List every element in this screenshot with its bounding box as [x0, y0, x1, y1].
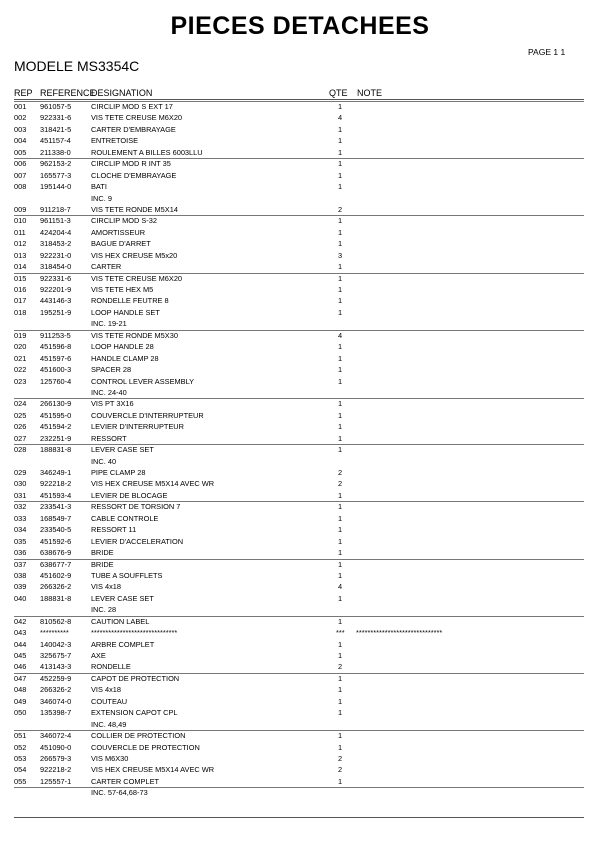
rep-cell: 024	[14, 399, 27, 409]
table-row	[0, 158, 600, 169]
reference-cell: 266326-2	[40, 582, 72, 592]
table-row	[0, 547, 600, 558]
reference-cell: 922331-6	[40, 113, 72, 123]
rep-cell: 049	[14, 696, 27, 706]
designation-cell: COLLIER DE PROTECTION	[91, 731, 186, 741]
table-row	[0, 341, 600, 352]
table-row	[0, 261, 600, 272]
designation-cell: BAGUE D'ARRET	[91, 239, 151, 249]
qte-cell: 4	[337, 113, 343, 123]
reference-cell: 232251-9	[40, 433, 72, 443]
table-row	[0, 673, 600, 684]
rep-cell: 020	[14, 342, 27, 352]
table-row	[0, 135, 600, 146]
qte-cell: 1	[337, 651, 343, 660]
qte-cell: 1	[337, 525, 343, 535]
qte-cell: 3	[337, 250, 343, 260]
table-row	[0, 204, 600, 215]
designation-cell: INC. 24-40	[91, 387, 127, 397]
qte-cell: 1	[337, 559, 343, 569]
reference-cell: 195251-9	[40, 307, 72, 317]
rep-cell: 004	[14, 136, 27, 146]
qte-cell: 1	[337, 159, 343, 169]
designation-cell: INC. 48,49	[91, 719, 127, 729]
designation-cell: CARTER	[91, 262, 122, 272]
reference-cell: 451592-6	[40, 536, 72, 546]
rep-cell: 008	[14, 182, 27, 192]
designation-cell: VIS HEX CREUSE M5X14 AVEC WR	[91, 765, 215, 775]
rep-cell: 047	[14, 673, 27, 683]
reference-cell: 922201-9	[40, 285, 72, 294]
qte-cell: 1	[337, 285, 343, 294]
table-row	[0, 215, 600, 226]
rep-cell: 031	[14, 490, 27, 500]
reference-cell: 346072-4	[40, 731, 72, 741]
table-row	[0, 433, 600, 444]
reference-cell: 211338-0	[40, 147, 71, 157]
table-row	[0, 444, 600, 455]
designation-cell: RONDELLE FEUTRE 8	[91, 296, 169, 306]
designation-cell: CARTER D'EMBRAYAGE	[91, 124, 176, 134]
reference-cell: 451597-6	[40, 353, 72, 363]
page-title: PIECES DETACHEES	[170, 12, 430, 40]
inclusion-note-row	[0, 456, 600, 467]
designation-cell: VIS TETE RONDE M5X30	[91, 330, 178, 340]
reference-cell: 195144-0	[40, 182, 72, 192]
rep-cell: 009	[14, 204, 27, 214]
rep-cell: 022	[14, 365, 27, 375]
designation-cell: ARBRE COMPLET	[91, 639, 155, 649]
designation-cell: SPACER 28	[91, 365, 132, 375]
reference-cell: 413143-3	[40, 662, 72, 672]
rep-cell: 001	[14, 102, 27, 111]
qte-cell: 1	[337, 376, 343, 386]
inclusion-note-row	[0, 318, 600, 329]
designation-cell: ******************************	[91, 628, 178, 638]
qte-cell: 1	[337, 502, 343, 512]
rep-cell: 005	[14, 147, 27, 157]
qte-cell: 4	[337, 582, 343, 592]
rep-cell: 017	[14, 296, 27, 306]
table-row	[0, 124, 600, 135]
table-row	[0, 661, 600, 672]
designation-cell: LOOP HANDLE 28	[91, 342, 154, 352]
reference-cell: 451594-2	[40, 422, 72, 432]
rep-cell: 048	[14, 685, 27, 695]
table-row	[0, 753, 600, 764]
designation-cell: ENTRETOISE	[91, 136, 139, 146]
rep-cell: 012	[14, 239, 27, 249]
reference-cell: 125760-4	[40, 376, 72, 386]
reference-cell: 961057-5	[40, 102, 72, 111]
qte-cell: ***	[336, 628, 345, 638]
designation-cell: RESSORT 11	[91, 525, 137, 535]
qte-cell: 2	[337, 479, 343, 489]
rep-cell: 021	[14, 353, 27, 363]
qte-cell: 1	[337, 136, 343, 146]
qte-cell: 1	[337, 490, 343, 500]
reference-cell: 451157-4	[40, 136, 71, 146]
rep-cell: 029	[14, 468, 27, 477]
table-row	[0, 501, 600, 512]
designation-cell: PIPE CLAMP 28	[91, 468, 146, 477]
table-row	[0, 376, 600, 387]
table-row	[0, 250, 600, 261]
reference-cell: 443146-3	[40, 296, 72, 306]
inclusion-note-row	[0, 604, 600, 615]
col-header-designation: DESIGNATION	[91, 88, 153, 98]
table-row	[0, 696, 600, 707]
rep-cell: 039	[14, 582, 27, 592]
designation-cell: VIS PT 3X16	[91, 399, 134, 409]
reference-cell: 168549-7	[40, 513, 72, 523]
col-header-qte: QTE	[329, 88, 348, 98]
table-row	[0, 410, 600, 421]
table-row	[0, 627, 600, 638]
qte-cell: 1	[337, 273, 343, 283]
qte-cell: 1	[337, 307, 343, 317]
rep-cell: 003	[14, 124, 27, 134]
header-divider	[14, 99, 584, 100]
qte-cell: 1	[337, 147, 343, 157]
table-row	[0, 101, 600, 112]
reference-cell: 188831-8	[40, 593, 72, 603]
parts-table	[0, 101, 600, 799]
reference-cell: 346249-1	[40, 468, 72, 477]
qte-cell: 1	[337, 399, 343, 409]
designation-cell: LEVIER D'INTERRUPTEUR	[91, 422, 184, 432]
qte-cell: 1	[337, 227, 343, 237]
qte-cell: 1	[337, 673, 343, 683]
qte-cell: 1	[337, 296, 343, 306]
qte-cell: 1	[337, 422, 343, 432]
designation-cell: LEVER CASE SET	[91, 593, 154, 603]
qte-cell: 1	[337, 182, 343, 192]
reference-cell: 424204-4	[40, 227, 72, 237]
rep-cell: 027	[14, 433, 27, 443]
rep-cell: 044	[14, 639, 27, 649]
reference-cell: 911218-7	[40, 204, 71, 214]
designation-cell: RESSORT	[91, 433, 127, 443]
table-row	[0, 307, 600, 318]
rep-cell: 040	[14, 593, 27, 603]
designation-cell: INC. 9	[91, 193, 112, 203]
reference-cell: 638676-9	[40, 548, 72, 558]
reference-cell: 810562-8	[40, 616, 72, 626]
designation-cell: VIS HEX CREUSE M5X14 AVEC WR	[91, 479, 215, 489]
qte-cell: 1	[337, 570, 343, 580]
rep-cell: 052	[14, 742, 27, 752]
designation-cell: VIS 4x18	[91, 685, 121, 695]
rep-cell: 016	[14, 285, 27, 294]
qte-cell: 2	[337, 204, 343, 214]
rep-cell: 026	[14, 422, 27, 432]
col-header-reference: REFERENCE	[40, 88, 96, 98]
table-row	[0, 227, 600, 238]
rep-cell: 045	[14, 651, 27, 660]
model-name: MODELE MS3354C	[14, 58, 140, 74]
table-row	[0, 284, 600, 295]
reference-cell: 135398-7	[40, 708, 72, 718]
qte-cell: 1	[337, 170, 343, 180]
table-row	[0, 467, 600, 478]
inclusion-note-row	[0, 719, 600, 730]
designation-cell: CABLE CONTROLE	[91, 513, 159, 523]
table-row	[0, 170, 600, 181]
rep-cell: 033	[14, 513, 27, 523]
table-row	[0, 353, 600, 364]
reference-cell: 188831-8	[40, 445, 72, 455]
qte-cell: 1	[337, 593, 343, 603]
reference-cell: 266130-9	[40, 399, 72, 409]
qte-cell: 1	[337, 639, 343, 649]
qte-cell: 1	[337, 548, 343, 558]
reference-cell: 922231-0	[40, 250, 72, 260]
designation-cell: VIS HEX CREUSE M5x20	[91, 250, 178, 260]
qte-cell: 1	[337, 262, 343, 272]
rep-cell: 036	[14, 548, 27, 558]
rep-cell: 028	[14, 445, 27, 455]
reference-cell: 266326-2	[40, 685, 72, 695]
designation-cell: CAPOT DE PROTECTION	[91, 673, 180, 683]
designation-cell: VIS M6X30	[91, 753, 129, 763]
table-row	[0, 742, 600, 753]
designation-cell: BRIDE	[91, 559, 114, 569]
designation-cell: RONDELLE	[91, 662, 131, 672]
rep-cell: 043	[14, 628, 27, 638]
qte-cell: 2	[337, 468, 343, 477]
rep-cell: 014	[14, 262, 27, 272]
reference-cell: 165577-3	[40, 170, 72, 180]
rep-cell: 015	[14, 273, 27, 283]
designation-cell: INC. 28	[91, 605, 117, 615]
qte-cell: 2	[337, 662, 343, 672]
reference-cell: 318454-0	[40, 262, 72, 272]
reference-cell: 318453-2	[40, 239, 72, 249]
rep-cell: 013	[14, 250, 27, 260]
reference-cell: 922218-2	[40, 765, 72, 775]
rep-cell: 037	[14, 559, 27, 569]
designation-cell: AMORTISSEUR	[91, 227, 146, 237]
rep-cell: 032	[14, 502, 27, 512]
reference-cell: 346074-0	[40, 696, 72, 706]
designation-cell: CONTROL LEVER ASSEMBLY	[91, 376, 195, 386]
table-row	[0, 181, 600, 192]
rep-cell: 053	[14, 753, 27, 763]
reference-cell: 451595-0	[40, 410, 72, 420]
designation-cell: COUTEAU	[91, 696, 128, 706]
rep-cell: 054	[14, 765, 27, 775]
reference-cell: 233541-3	[40, 502, 72, 512]
reference-cell: 922218-2	[40, 479, 72, 489]
table-row	[0, 112, 600, 123]
qte-cell: 1	[337, 365, 343, 375]
table-row	[0, 490, 600, 501]
designation-cell: AXE	[91, 651, 106, 660]
designation-cell: LEVER CASE SET	[91, 445, 154, 455]
rep-cell: 035	[14, 536, 27, 546]
rep-cell: 006	[14, 159, 27, 169]
designation-cell: CIRCLIP MOD S EXT 17	[91, 102, 173, 111]
qte-cell: 1	[337, 708, 343, 718]
reference-cell: 451596-8	[40, 342, 72, 352]
rep-cell: 007	[14, 170, 27, 180]
reference-cell: 125557-1	[40, 776, 72, 786]
designation-cell: INC. 19-21	[91, 319, 127, 329]
reference-cell: 962153-2	[40, 159, 72, 169]
table-row	[0, 776, 600, 787]
reference-cell: 140042-3	[40, 639, 72, 649]
col-header-note: NOTE	[357, 88, 383, 98]
table-row	[0, 295, 600, 306]
reference-cell: 452259-9	[40, 673, 72, 683]
designation-cell: COUVERCLE D'INTERRUPTEUR	[91, 410, 204, 420]
table-row	[0, 684, 600, 695]
qte-cell: 1	[337, 124, 343, 134]
qte-cell: 1	[337, 102, 343, 111]
rep-cell: 019	[14, 330, 27, 340]
inclusion-note-row	[0, 193, 600, 204]
qte-cell: 1	[337, 445, 343, 455]
reference-cell: 638677-7	[40, 559, 72, 569]
reference-cell: 451600-3	[40, 365, 72, 375]
table-row	[0, 536, 600, 547]
designation-cell: CIRCLIP MOD R INT 35	[91, 159, 171, 169]
table-row	[0, 398, 600, 409]
rep-cell: 050	[14, 708, 27, 718]
designation-cell: HANDLE CLAMP 28	[91, 353, 159, 363]
designation-cell: CARTER COMPLET	[91, 776, 160, 786]
designation-cell: VIS TETE CREUSE M6X20	[91, 113, 183, 123]
table-row	[0, 421, 600, 432]
designation-cell: VIS 4x18	[91, 582, 121, 592]
table-row	[0, 513, 600, 524]
designation-cell: CLOCHE D'EMBRAYAGE	[91, 170, 177, 180]
qte-cell: 1	[337, 216, 343, 226]
rep-cell: 046	[14, 662, 27, 672]
reference-cell: 961151-3	[40, 216, 71, 226]
reference-cell: 922331-6	[40, 273, 72, 283]
table-row	[0, 650, 600, 661]
reference-cell: 451090-0	[40, 742, 72, 752]
col-header-rep: REP	[14, 88, 33, 98]
rep-cell: 002	[14, 113, 27, 123]
table-row	[0, 581, 600, 592]
rep-cell: 010	[14, 216, 27, 226]
rep-cell: 038	[14, 570, 27, 580]
qte-cell: 2	[337, 765, 343, 775]
designation-cell: LEVIER D'ACCELERATION	[91, 536, 184, 546]
table-row	[0, 764, 600, 775]
designation-cell: COUVERCLE DE PROTECTION	[91, 742, 200, 752]
qte-cell: 1	[337, 696, 343, 706]
designation-cell: VIS TETE RONDE M5X14	[91, 204, 178, 214]
qte-cell: 4	[337, 330, 343, 340]
designation-cell: VIS TETE HEX M5	[91, 285, 154, 294]
reference-cell: 266579-3	[40, 753, 72, 763]
qte-cell: 1	[337, 616, 343, 626]
designation-cell: INC. 40	[91, 456, 117, 466]
qte-cell: 1	[337, 433, 343, 443]
table-row	[0, 524, 600, 535]
qte-cell: 1	[337, 513, 343, 523]
table-row	[0, 616, 600, 627]
qte-cell: 1	[337, 342, 343, 352]
table-row	[0, 238, 600, 249]
qte-cell: 1	[337, 685, 343, 695]
designation-cell: BATI	[91, 182, 107, 192]
designation-cell: TUBE A SOUFFLETS	[91, 570, 163, 580]
qte-cell: 1	[337, 731, 343, 741]
qte-cell: 2	[337, 753, 343, 763]
rep-cell: 030	[14, 479, 27, 489]
designation-cell: RESSORT DE TORSION 7	[91, 502, 181, 512]
reference-cell: **********	[40, 628, 69, 638]
designation-cell: CAUTION LABEL	[91, 616, 150, 626]
qte-cell: 1	[337, 239, 343, 249]
table-row	[0, 330, 600, 341]
note-cell: ******************************	[356, 628, 443, 638]
rep-cell: 025	[14, 410, 27, 420]
designation-cell: BRIDE	[91, 548, 114, 558]
inclusion-note-row	[0, 387, 600, 398]
rep-cell: 018	[14, 307, 27, 317]
designation-cell: EXTENSION CAPOT CPL	[91, 708, 178, 718]
qte-cell: 1	[337, 776, 343, 786]
designation-cell: LOOP HANDLE SET	[91, 307, 160, 317]
designation-cell: LEVIER DE BLOCAGE	[91, 490, 168, 500]
rep-cell: 011	[14, 227, 26, 237]
table-row	[0, 593, 600, 604]
footer-divider	[14, 817, 584, 818]
table-row	[0, 639, 600, 650]
table-row	[0, 364, 600, 375]
table-row	[0, 559, 600, 570]
designation-cell: INC. 57-64,68-73	[91, 788, 148, 798]
designation-cell: ROULEMENT A BILLES 6003LLU	[91, 147, 203, 157]
rep-cell: 034	[14, 525, 27, 535]
reference-cell: 233540-5	[40, 525, 72, 535]
reference-cell: 325675-7	[40, 651, 72, 660]
rep-cell: 023	[14, 376, 27, 386]
reference-cell: 451593-4	[40, 490, 72, 500]
page-number: PAGE 1 1	[528, 47, 566, 57]
qte-cell: 1	[337, 742, 343, 752]
table-row	[0, 147, 600, 158]
qte-cell: 1	[337, 353, 343, 363]
reference-cell: 911253-5	[40, 330, 71, 340]
rep-cell: 055	[14, 776, 27, 786]
qte-cell: 1	[337, 536, 343, 546]
table-row	[0, 730, 600, 741]
reference-cell: 318421-5	[40, 124, 72, 134]
reference-cell: 451602-9	[40, 570, 72, 580]
rep-cell: 051	[14, 731, 27, 741]
inclusion-note-row	[0, 787, 600, 798]
table-row	[0, 478, 600, 489]
rep-cell: 042	[14, 616, 27, 626]
designation-cell: CIRCLIP MOD S-32	[91, 216, 157, 226]
table-row	[0, 273, 600, 284]
table-row	[0, 707, 600, 718]
designation-cell: VIS TETE CREUSE M6X20	[91, 273, 183, 283]
qte-cell: 1	[337, 410, 343, 420]
table-row	[0, 570, 600, 581]
